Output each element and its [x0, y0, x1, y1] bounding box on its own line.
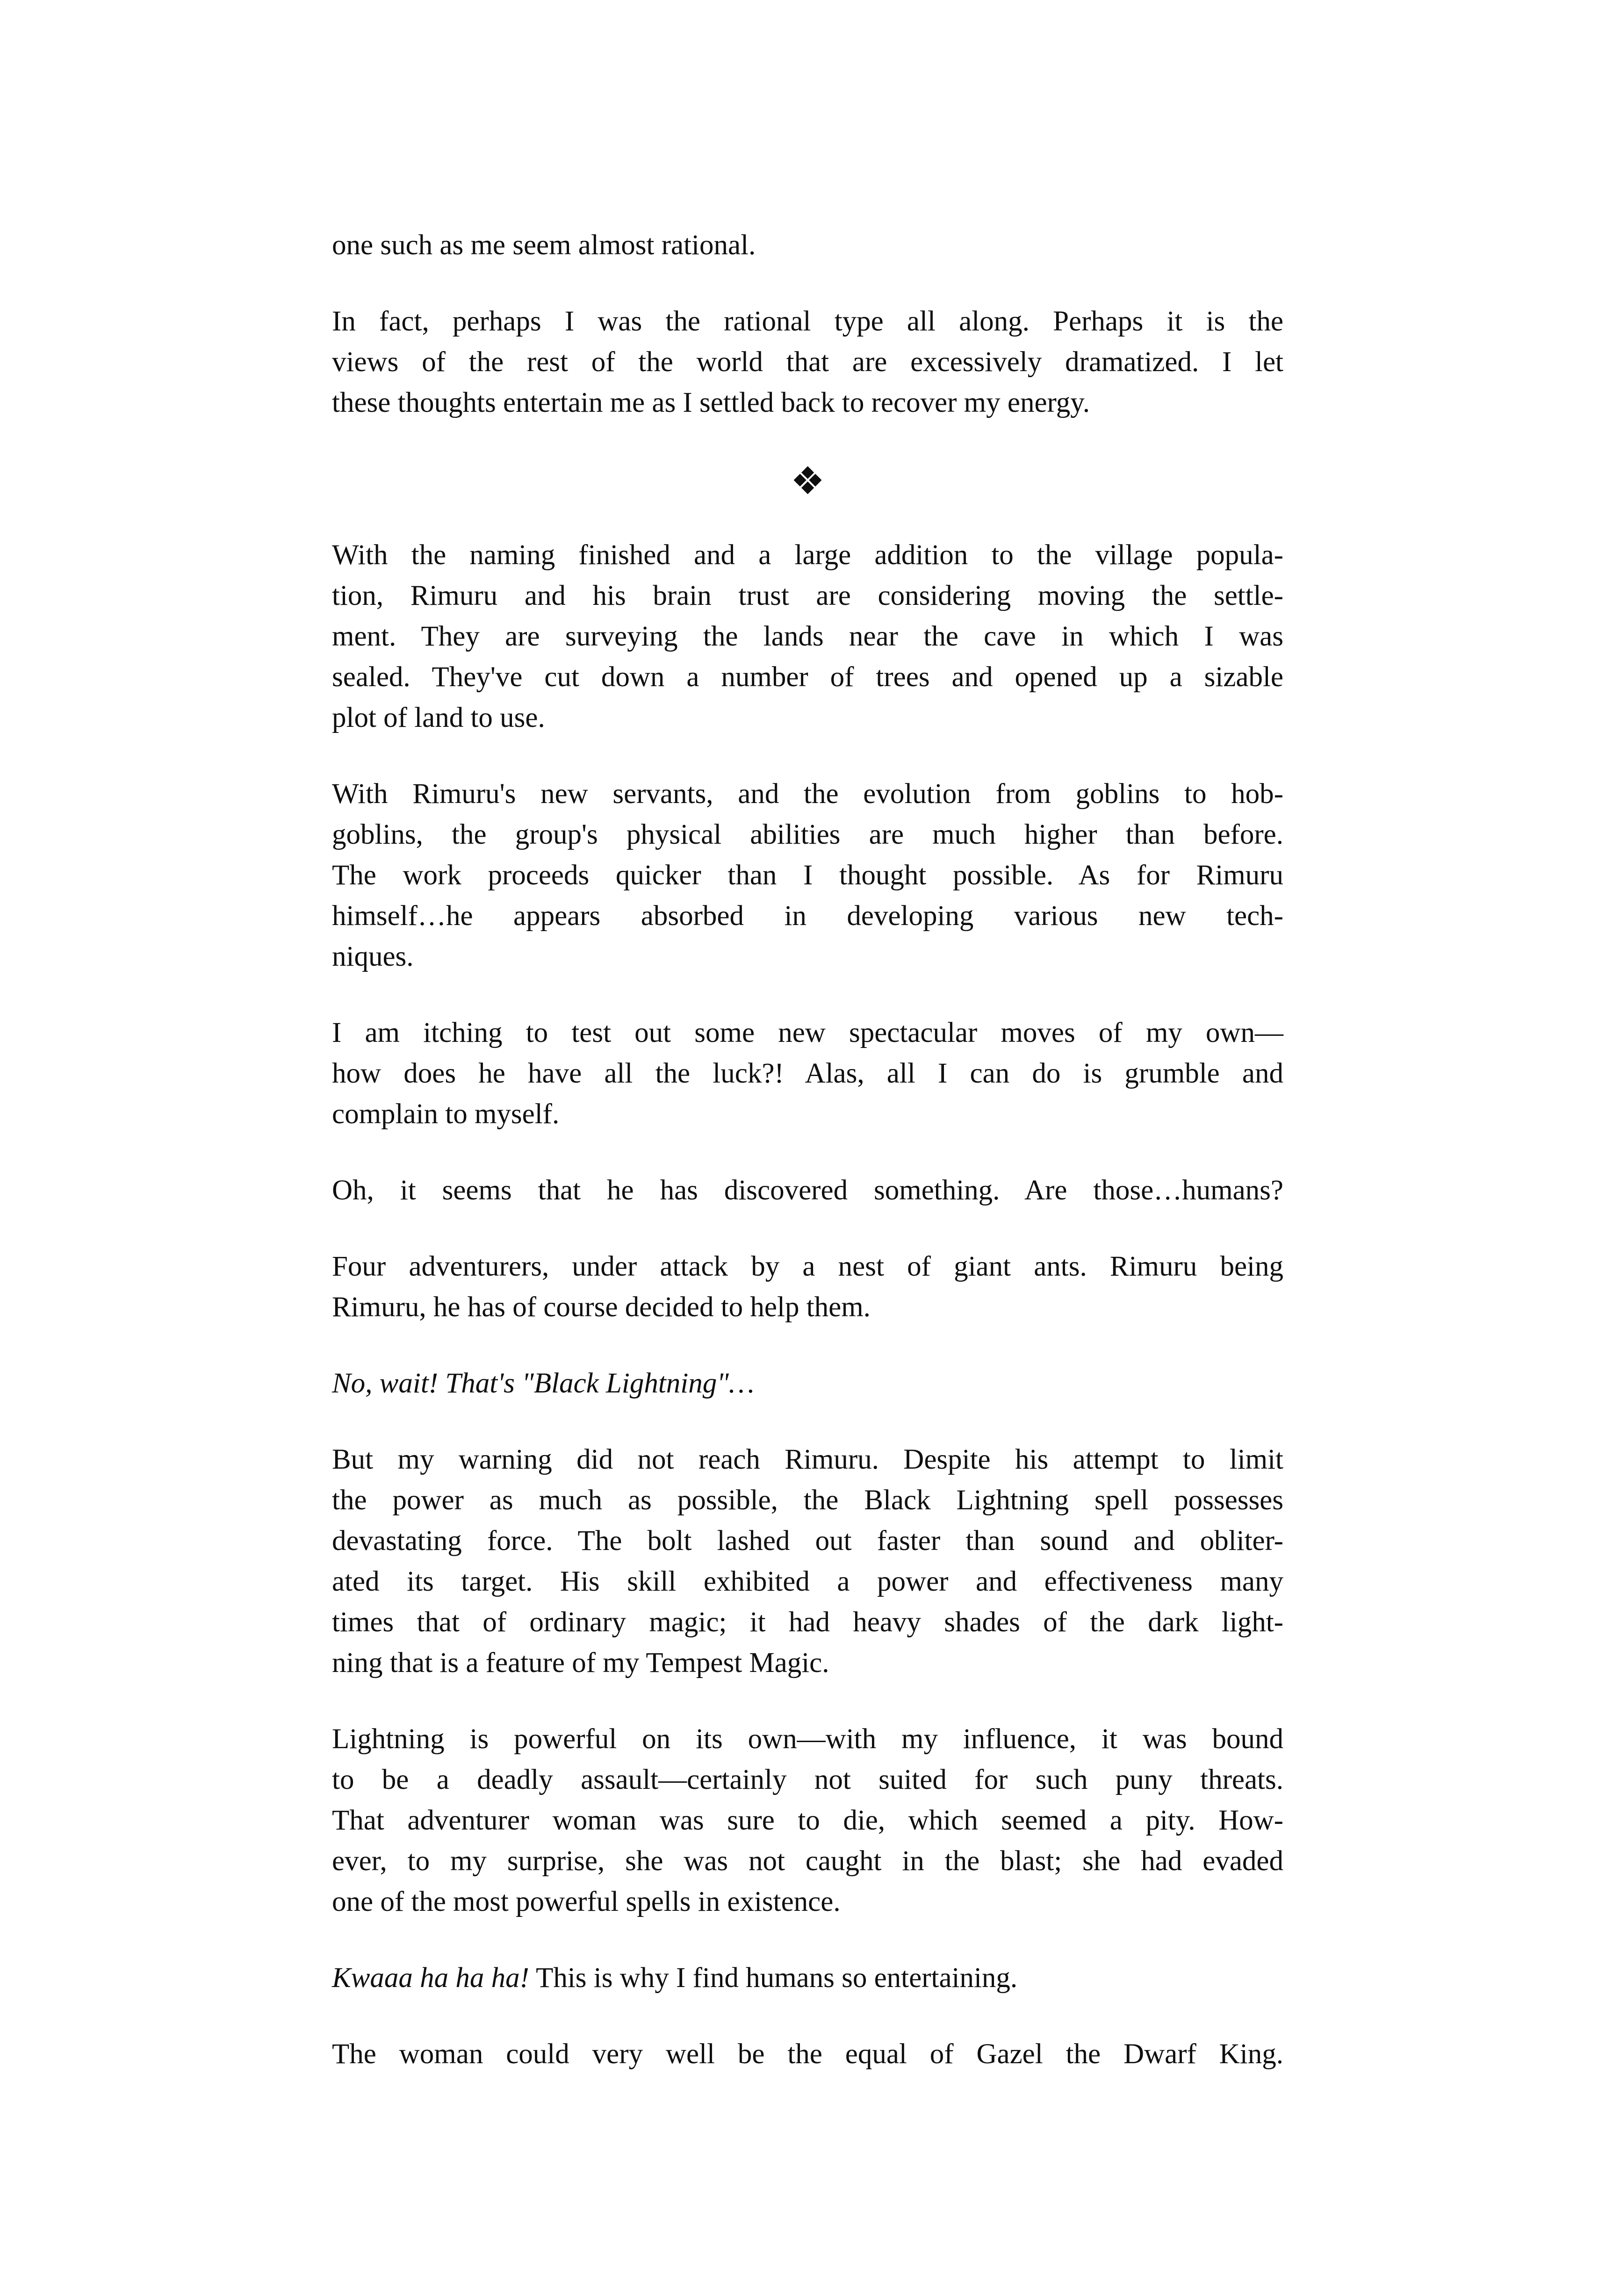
- paragraph: [332, 1958, 1283, 1998]
- italic-text-segment: No, wait! That's "Black Lightning"…: [332, 1368, 755, 1399]
- paragraph: [332, 1719, 1283, 1922]
- text-line: [332, 1561, 1283, 1602]
- text-segment: complain to myself.: [332, 1098, 560, 1130]
- text-line: [332, 1521, 1283, 1561]
- text-line: [332, 1719, 1283, 1759]
- text-segment: Lightning is powerful on its own—with my influence, it was bound: [332, 1723, 1283, 1755]
- text-segment: The woman could very well be the equal of Gazel the Dwarf King.: [332, 2038, 1283, 2070]
- text-segment: Rimuru, he has of course decided to help them.: [332, 1292, 871, 1323]
- text-line: [332, 342, 1283, 382]
- text-segment: one such as me seem almost rational.: [332, 230, 756, 261]
- text-line: [332, 1012, 1283, 1053]
- text-segment: In fact, perhaps I was the rational type all along. Perhaps it is the: [332, 306, 1283, 337]
- text-line: [332, 697, 1283, 738]
- paragraph: [332, 1439, 1283, 1683]
- text-segment: Oh, it seems that he has discovered something. Are those…humans?: [332, 1175, 1283, 1206]
- text-segment: Four adventurers, under attack by a nest of giant ants. Rimuru being: [332, 1251, 1283, 1282]
- text-line: [332, 657, 1283, 697]
- text-segment: to be a deadly assault—certainly not suited for such puny threats.: [332, 1764, 1283, 1795]
- text-line: [332, 1053, 1283, 1094]
- text-line: [332, 1800, 1283, 1841]
- text-segment: ning that is a feature of my Tempest Magic.: [332, 1647, 829, 1679]
- text-line: [332, 2034, 1283, 2074]
- text-segment: With the naming finished and a large addition to the village popula-: [332, 539, 1283, 571]
- text-segment: This is why I find humans so entertaining.: [529, 1962, 1018, 1994]
- paragraph: [332, 301, 1283, 423]
- text-segment: views of the rest of the world that are excessively dramatized. I let: [332, 346, 1283, 378]
- text-line: [332, 1759, 1283, 1800]
- text-segment: how does he have all the luck?! Alas, all I can do is grumble and: [332, 1058, 1283, 1089]
- text-segment: ment. They are surveying the lands near the cave in which I was: [332, 621, 1283, 652]
- italic-text-segment: Kwaaa ha ha ha!: [332, 1962, 529, 1994]
- paragraph: [332, 1170, 1283, 1211]
- text-line: [332, 616, 1283, 657]
- paragraph: [332, 225, 1283, 265]
- paragraph: [332, 1246, 1283, 1327]
- text-line: [332, 855, 1283, 896]
- text-line: [332, 1881, 1283, 1922]
- text-segment: devastating force. The bolt lashed out faster than sound and obliter-: [332, 1525, 1283, 1557]
- text-line: [332, 225, 1283, 265]
- text-line: [332, 1602, 1283, 1643]
- text-line: [332, 1439, 1283, 1480]
- text-segment: goblins, the group's physical abilities are much higher than before.: [332, 819, 1283, 850]
- paragraph: [332, 1363, 1283, 1404]
- text-segment: plot of land to use.: [332, 702, 545, 733]
- text-segment: one of the most powerful spells in existence.: [332, 1886, 841, 1917]
- text-segment: sealed. They've cut down a number of trees and opened up a sizable: [332, 661, 1283, 693]
- paragraph: [332, 1012, 1283, 1134]
- text-segment: ever, to my surprise, she was not caught in the blast; she had evaded: [332, 1845, 1283, 1877]
- text-segment: times that of ordinary magic; it had heavy shades of the dark light-: [332, 1607, 1283, 1638]
- text-segment: tion, Rimuru and his brain trust are considering moving the settle-: [332, 580, 1283, 611]
- text-line: [332, 382, 1283, 423]
- text-line: [332, 1363, 1283, 1404]
- text-line: [332, 1170, 1283, 1211]
- text-line: [332, 1094, 1283, 1134]
- text-segment: ated its target. His skill exhibited a power and effectiveness many: [332, 1566, 1283, 1597]
- text-segment: the power as much as possible, the Black Lightning spell possesses: [332, 1485, 1283, 1516]
- text-line: [332, 1480, 1283, 1521]
- text-segment: himself…he appears absorbed in developing various new tech-: [332, 900, 1283, 932]
- text-segment: I am itching to test out some new spectacular moves of my own—: [332, 1017, 1283, 1048]
- text-line: [332, 896, 1283, 936]
- paragraph: [332, 2034, 1283, 2074]
- text-segment: With Rimuru's new servants, and the evolution from goblins to hob-: [332, 778, 1283, 810]
- text-line: [332, 1246, 1283, 1287]
- text-line: [332, 1287, 1283, 1327]
- text-line: [332, 936, 1283, 977]
- text-line: [332, 814, 1283, 855]
- text-line: [332, 774, 1283, 814]
- paragraph: [332, 774, 1283, 977]
- page-text-block: [332, 225, 1283, 2110]
- text-line: [332, 1841, 1283, 1881]
- text-line: [332, 301, 1283, 342]
- text-segment: niques.: [332, 941, 414, 972]
- text-segment: these thoughts entertain me as I settled back to recover my energy.: [332, 387, 1090, 418]
- text-line: [332, 535, 1283, 575]
- text-line: [332, 575, 1283, 616]
- text-segment: But my warning did not reach Rimuru. Despite his attempt to limit: [332, 1444, 1283, 1475]
- text-segment: That adventurer woman was sure to die, which seemed a pity. How-: [332, 1805, 1283, 1836]
- text-line: [332, 1643, 1283, 1683]
- text-segment: The work proceeds quicker than I thought possible. As for Rimuru: [332, 860, 1283, 891]
- text-line: [332, 1958, 1283, 1998]
- scene-break-ornament-icon: ❖: [790, 459, 825, 503]
- paragraph: [332, 535, 1283, 738]
